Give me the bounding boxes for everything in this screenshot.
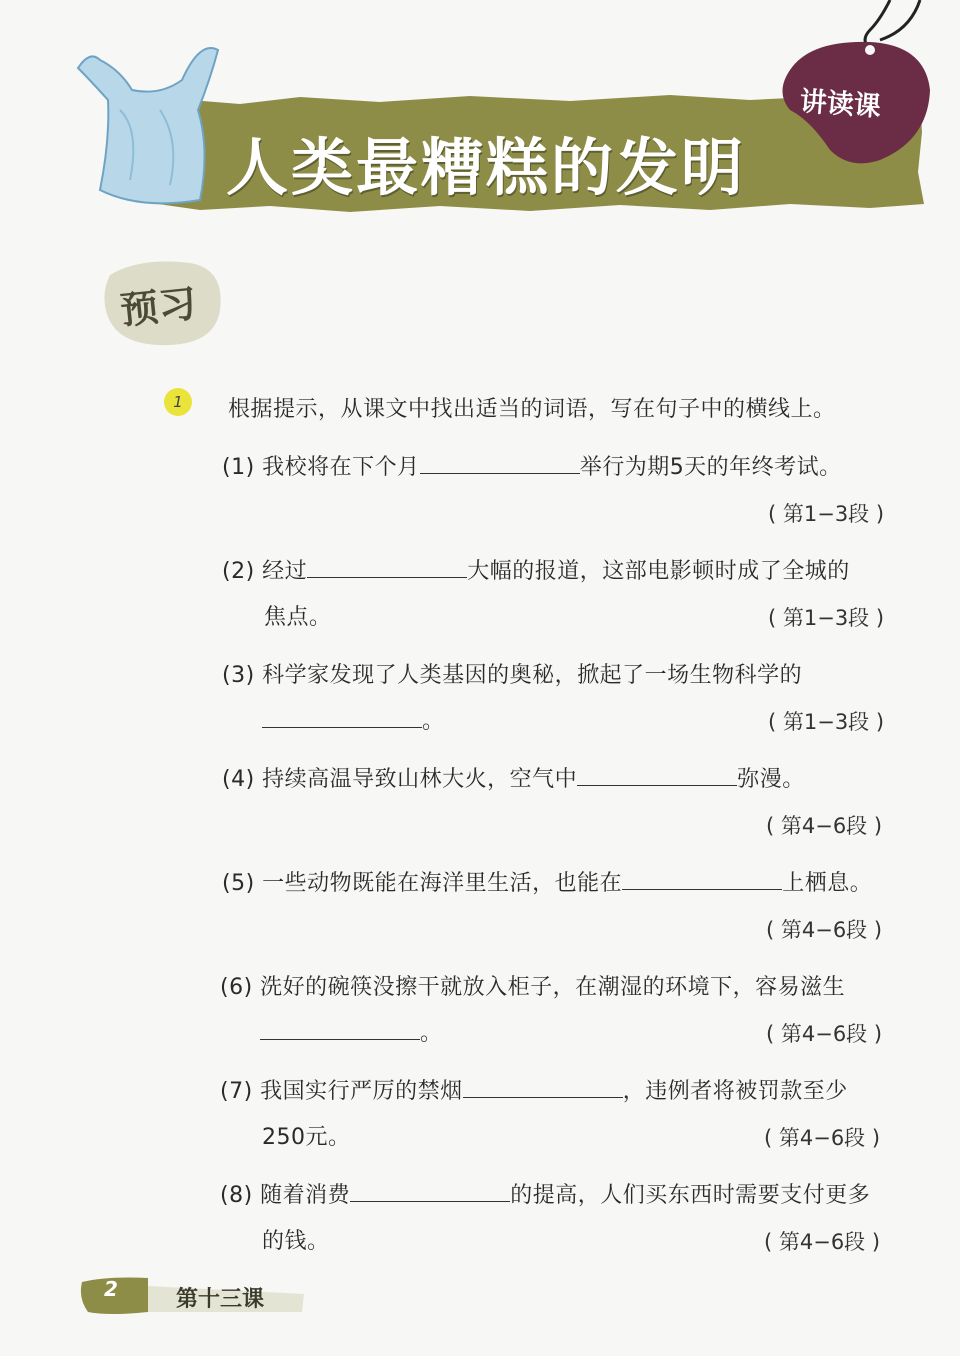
item-number: (5) — [222, 871, 255, 896]
item-text: 洗好的碗筷没擦干就放入柜子，在潮湿的环境下，容易滋生 — [260, 975, 846, 1000]
page-title: 人类最糟糕的发明 — [226, 131, 747, 204]
item-text: 我国实行严厉的禁烟 — [260, 1079, 463, 1104]
item-number: (4) — [222, 767, 255, 792]
paragraph-reference: ( 第4−6段 ) — [766, 814, 883, 838]
item-text: 大幅的报道，这部电影顿时成了全城的 — [467, 559, 850, 584]
answer-blank[interactable] — [463, 1075, 623, 1098]
lesson-label: 第十三课 — [176, 1287, 265, 1312]
item-8-continued: 的钱。 — [262, 1229, 330, 1254]
item-number: (2) — [222, 559, 255, 584]
item-5 — [222, 866, 872, 897]
item-text: 。 — [420, 1021, 443, 1046]
answer-blank[interactable] — [307, 555, 467, 578]
paragraph-reference: ( 第1−3段 ) — [768, 502, 885, 526]
item-text: 的提高，人们买东西时需要支付更多 — [510, 1183, 871, 1208]
answer-blank[interactable] — [260, 1017, 420, 1040]
question-number-badge: 1 — [164, 388, 192, 416]
item-number: (8) — [220, 1183, 253, 1208]
lesson-type-label: 讲读课 — [798, 86, 882, 123]
item-text: 举行为期5天的年终考试。 — [579, 455, 842, 480]
item-6 — [220, 970, 845, 1001]
section-title: 预习 — [118, 281, 199, 333]
item-text: 科学家发现了人类基因的奥秘，掀起了一场生物科学的 — [262, 663, 803, 688]
item-text: 上栖息。 — [782, 871, 873, 896]
answer-blank[interactable] — [622, 867, 782, 890]
item-text: 经过 — [262, 559, 308, 584]
item-1 — [222, 450, 842, 481]
item-text: ，违例者将被罚款至少 — [622, 1079, 848, 1104]
item-7 — [220, 1074, 848, 1105]
item-number: (6) — [220, 975, 253, 1000]
item-number: (7) — [220, 1079, 253, 1104]
item-text: 持续高温导致山林大火，空气中 — [262, 767, 578, 792]
item-text: 一些动物既能在海洋里生活，也能在 — [262, 871, 623, 896]
paragraph-reference: ( 第4−6段 ) — [766, 918, 883, 942]
item-3-continued — [262, 704, 445, 735]
item-8 — [220, 1178, 870, 1209]
item-text: 我校将在下个月 — [262, 455, 420, 480]
answer-blank[interactable] — [420, 451, 580, 474]
paragraph-reference: ( 第4−6段 ) — [766, 1022, 883, 1046]
page-number: 2 — [104, 1277, 118, 1301]
answer-blank[interactable] — [350, 1179, 510, 1202]
paragraph-reference: ( 第4−6段 ) — [764, 1126, 881, 1150]
paragraph-reference: ( 第1−3段 ) — [768, 606, 885, 630]
item-number: (1) — [222, 455, 255, 480]
answer-blank[interactable] — [262, 705, 422, 728]
question-instruction: 根据提示，从课文中找出适当的词语，写在句子中的横线上。 — [228, 397, 836, 422]
paragraph-reference: ( 第4−6段 ) — [764, 1230, 881, 1254]
item-text: 随着消费 — [260, 1183, 351, 1208]
paragraph-reference: ( 第1−3段 ) — [768, 710, 885, 734]
item-3 — [222, 658, 802, 689]
item-text: 弥漫。 — [737, 767, 805, 792]
item-7-continued: 250元。 — [262, 1125, 351, 1150]
item-2-continued: 焦点。 — [264, 605, 332, 630]
plastic-bag-icon — [70, 40, 230, 210]
answer-blank[interactable] — [577, 763, 737, 786]
item-4 — [222, 762, 805, 793]
item-number: (3) — [222, 663, 255, 688]
item-6-continued — [260, 1016, 443, 1047]
item-2 — [222, 554, 850, 585]
item-text: 。 — [422, 709, 445, 734]
